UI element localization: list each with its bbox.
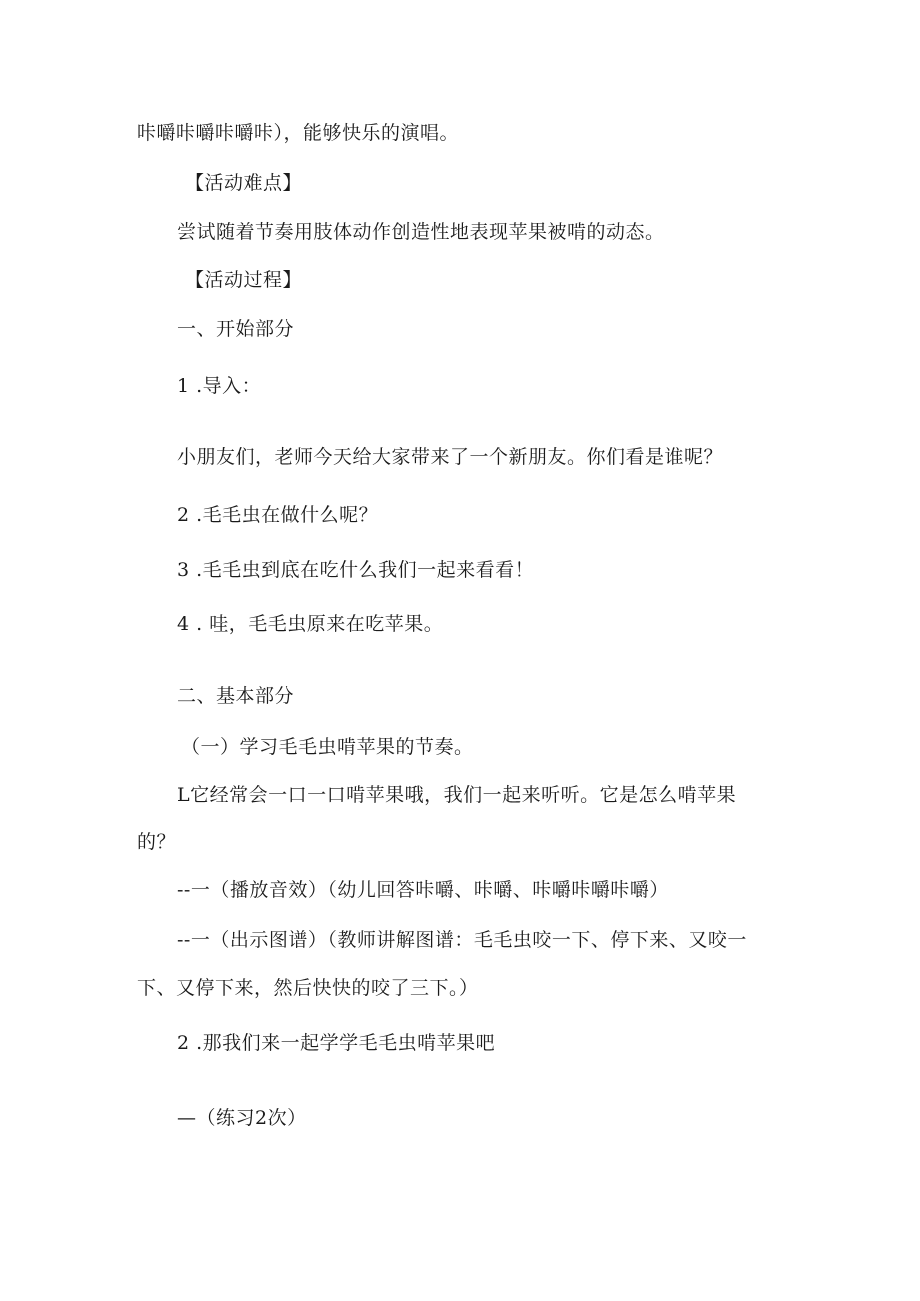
section-heading-basic: 二、基本部分 — [177, 685, 295, 707]
list-item-4: 4 . 哇，毛毛虫原来在吃苹果。 — [177, 613, 444, 635]
list-item-2: 2 .毛毛虫在做什么呢？ — [177, 504, 379, 526]
text-line-intro: 小朋友们，老师今天给大家带来了一个新朋友。你们看是谁呢？ — [177, 446, 724, 468]
section-heading-start: 一、开始部分 — [177, 318, 295, 340]
text-line-show-chart: --一（出示图谱）（教师讲解图谱：毛毛虫咬一下、停下来、又咬一 — [177, 929, 747, 951]
heading-activity-difficulty: 【活动难点】 — [185, 172, 303, 194]
text-line-show-chart-cont: 下、又停下来，然后快快的咬了三下。） — [137, 977, 479, 999]
heading-activity-process: 【活动过程】 — [185, 269, 303, 291]
text-line-listen-cont: 的？ — [137, 831, 177, 853]
list-item-1: 1 .导入： — [177, 375, 262, 397]
text-line-continuation: 咔嚼咔嚼咔嚼咔），能够快乐的演唱。 — [137, 122, 460, 144]
subsection-heading-1: （一）学习毛毛虫啃苹果的节奏。 — [181, 736, 474, 758]
text-line-difficulty-content: 尝试随着节奏用肢体动作创造性地表现苹果被啃的动态。 — [177, 221, 665, 243]
text-line-sound-effect: --一（播放音效）（幼儿回答咔嚼、咔嚼、咔嚼咔嚼咔嚼） — [177, 879, 669, 901]
text-line-listen: L它经常会一口一口啃苹果哦，我们一起来听听。它是怎么啃苹果 — [177, 784, 737, 806]
text-line-practice: —（练习2次） — [177, 1107, 307, 1129]
list-item-3: 3 .毛毛虫到底在吃什么我们一起来看看！ — [177, 559, 535, 581]
list-item-learn: 2 .那我们来一起学学毛毛虫啃苹果吧 — [177, 1032, 496, 1054]
